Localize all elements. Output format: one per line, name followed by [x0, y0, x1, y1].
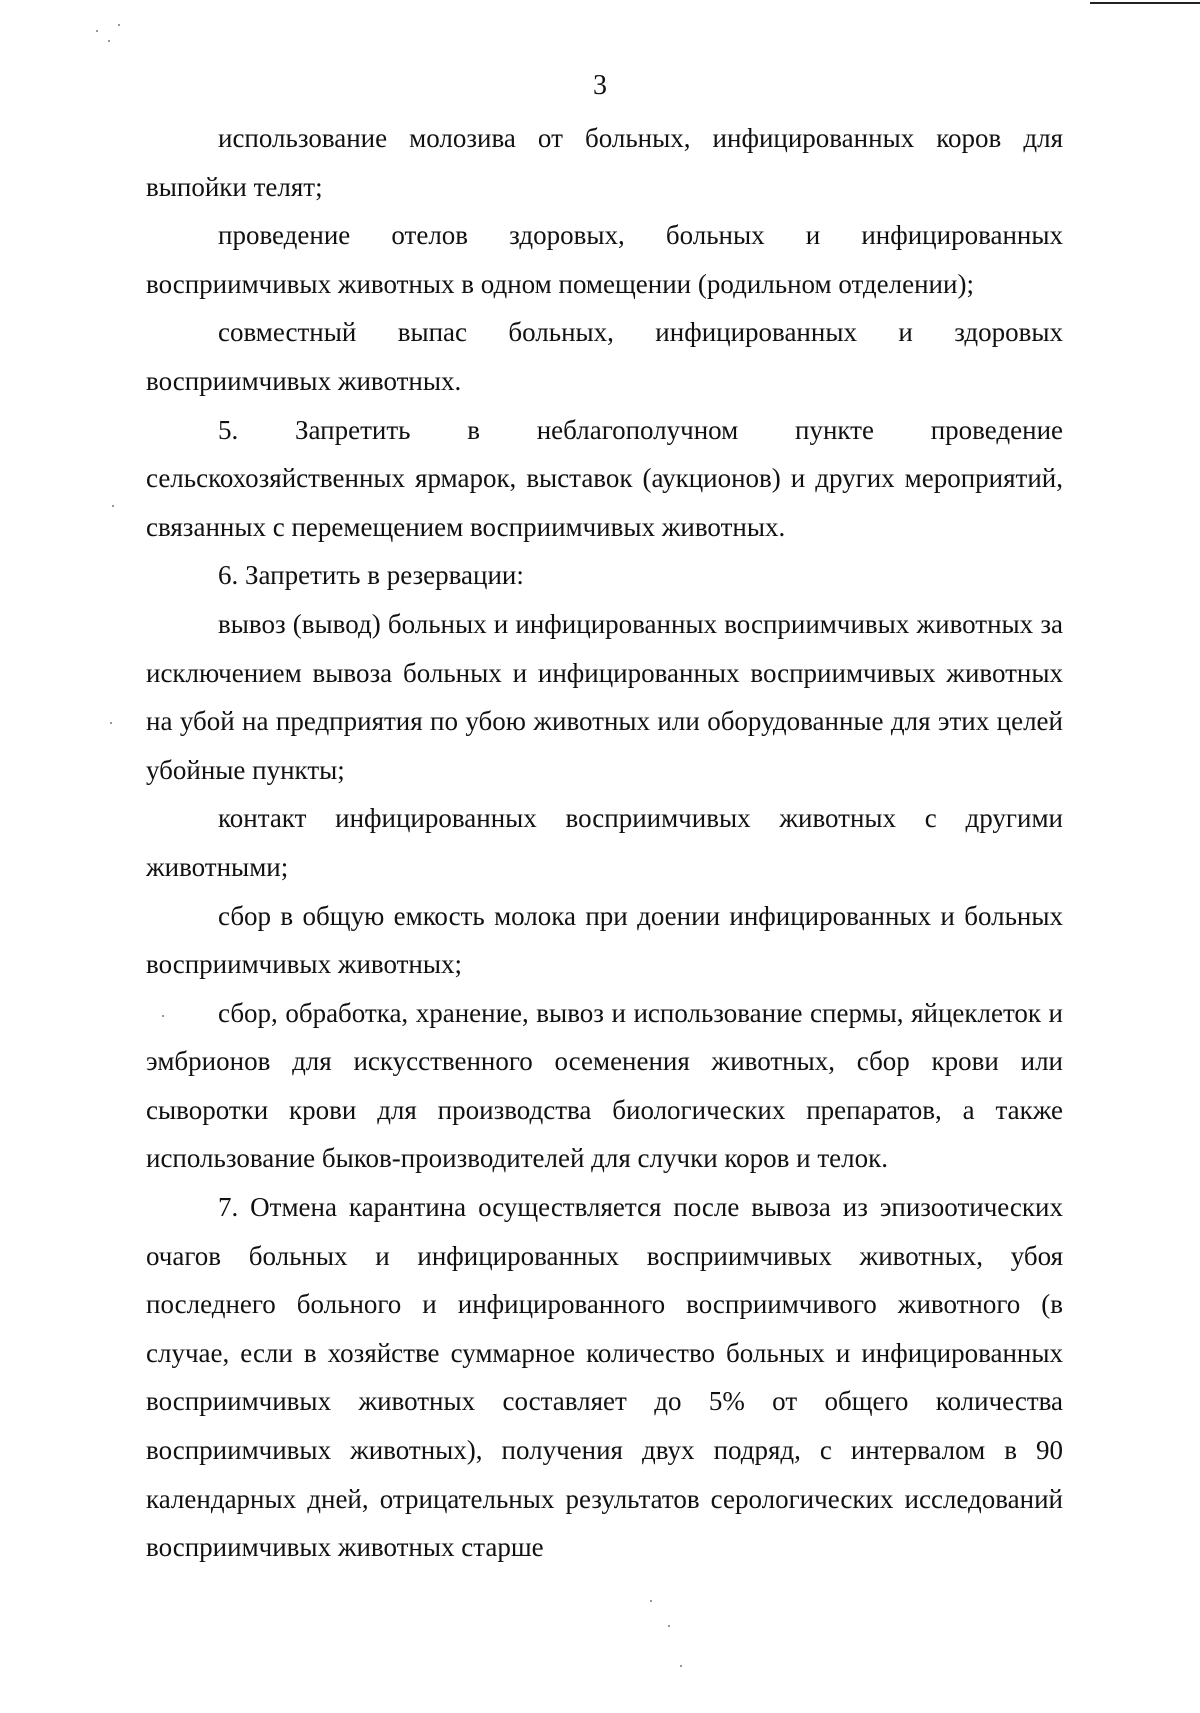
document-body: [146, 114, 1063, 1572]
paragraph: использование молозива от больных, инфицированных коров для выпойки телят;: [146, 123, 1063, 202]
scan-speck: [96, 30, 98, 32]
page-number: 3: [593, 70, 607, 101]
scan-speck: [162, 1015, 164, 1017]
scan-speck: [668, 1625, 670, 1627]
paragraph: сбор в общую емкость молока при доении инфицированных и больных восприимчивых животных;: [146, 900, 1063, 980]
paragraph: сбор, обработка, хранение, вывоз и использование спермы, яйцеклеток и эмбрионов для искусственного осеменения животных, сбор крови или сыворотки крови для производства биологических препаратов, а также использование быков-производителей для случки коров и телок.: [146, 997, 1063, 1174]
top-edge-rule: [1090, 2, 1200, 4]
scan-speck: [680, 1665, 682, 1667]
paragraph: вывоз (вывод) больных и инфицированных восприимчивых животных за исключением вывоза больных и инфицированных восприимчивых животных на убой на предприятия по убою животных или оборудованные для этих целей убойные пункты;: [146, 608, 1063, 785]
paragraph: 6. Запретить в резервации:: [218, 560, 524, 591]
scan-speck: [650, 1600, 652, 1602]
scan-speck: [108, 40, 110, 42]
paragraph: проведение отелов здоровых, больных и инфицированных восприимчивых животных в одном помещении (родильном отделении);: [146, 220, 1063, 299]
paragraph: контакт инфицированных восприимчивых животных с другими животными;: [146, 803, 1063, 882]
scan-speck: [118, 24, 120, 26]
paragraph: 5. Запретить в неблагополучном пункте проведение сельскохозяйственных ярмарок, выставок (аукционов) и других мероприятий, связанных с перемещением восприимчивых животных.: [146, 414, 1063, 542]
paragraph: совместный выпас больных, инфицированных и здоровых восприимчивых животных.: [146, 317, 1063, 396]
scan-speck: [110, 722, 112, 724]
paragraph: 7. Отмена карантина осуществляется после вывоза из эпизоотических очагов больных и инфицированных восприимчивых животных, убоя последнего больного и инфицированного восприимчивого животного (в случае, если в хозяйстве суммарное количество больных и инфицированных восприимчивых животных составляет до 5% от общего количества восприимчивых животных), получения двух подряд, с интервалом в 90 календарных дней, отрицательных результатов серологических исследований восприимчивых животных старше: [146, 1192, 1063, 1563]
scan-speck: [112, 505, 114, 507]
